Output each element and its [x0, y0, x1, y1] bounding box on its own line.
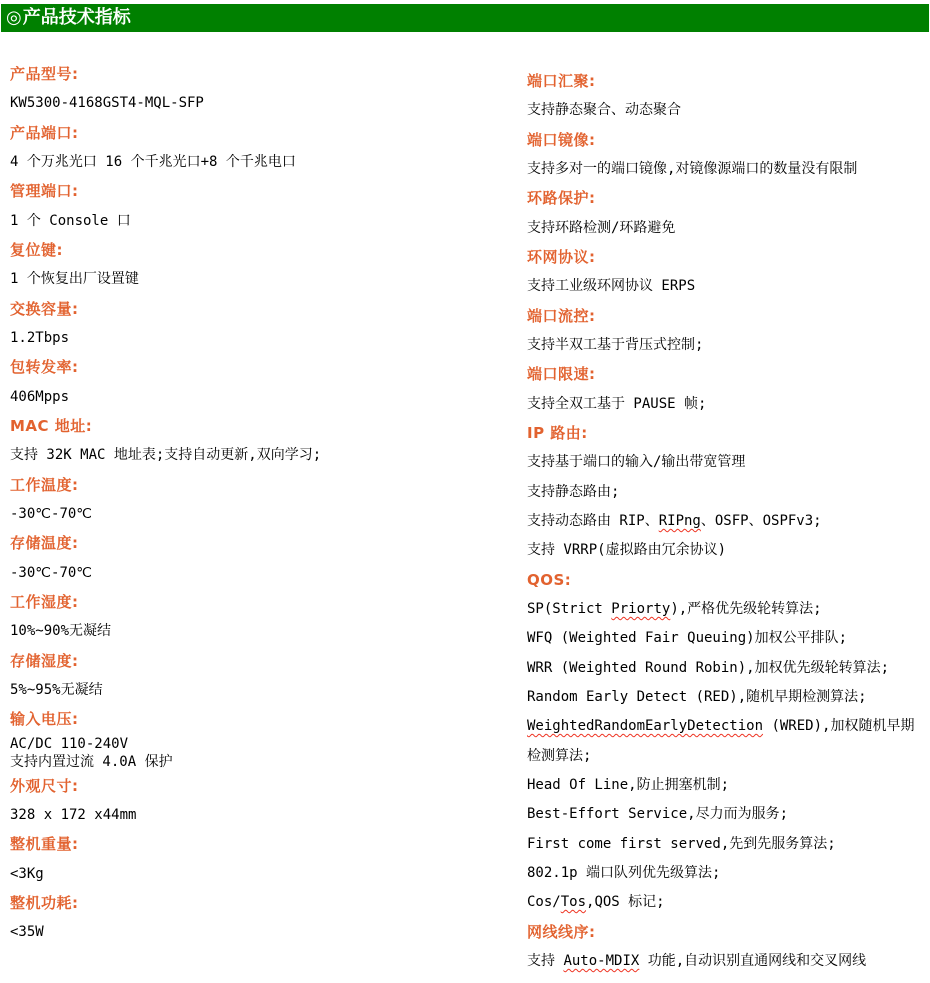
text-segment: 支持 32K MAC 地址表;支持自动更新,双向学习; [10, 447, 322, 464]
text-segment: 支持基于端口的输入/输出带宽管理 [527, 454, 746, 471]
spec-heading [10, 236, 490, 265]
spec-heading [527, 67, 927, 96]
text-segment: 1 个恢复出厂设置键 [10, 271, 139, 288]
spec-value [527, 536, 927, 565]
text-segment: MAC 地址: [10, 416, 93, 435]
bullet-icon: ◎ [6, 7, 22, 28]
text-segment: 产品型号: [10, 65, 79, 83]
spec-heading [527, 566, 927, 595]
spec-heading [10, 353, 490, 382]
spec-value [527, 683, 927, 712]
text-segment: 交换容量: [10, 299, 79, 318]
text-segment: 外观尺寸: [10, 776, 79, 795]
text-segment: 支持 VRRP(虚拟路由冗余协议) [527, 542, 727, 559]
spec-value [527, 830, 927, 859]
text-segment: 输入电压: [10, 710, 79, 729]
text-segment: 5%~95%无凝结 [10, 681, 103, 698]
misspelled-term: Auto-MDIX [563, 952, 640, 969]
spec-heading [527, 360, 927, 389]
spec-value [527, 448, 927, 477]
spec-value [10, 207, 490, 236]
spec-value [527, 888, 927, 917]
spec-value [527, 712, 927, 741]
text-segment: 328 x 172 x44mm [10, 806, 137, 823]
spec-value [527, 595, 927, 624]
spec-heading [10, 177, 490, 206]
text-segment: QOS: [527, 570, 572, 589]
spec-value [10, 918, 490, 947]
text-segment: ,QOS 标记; [586, 894, 665, 911]
text-segment: 4 个万兆光口 16 个千兆光口+8 个千兆电口 [10, 153, 296, 170]
text-segment: 406Mpps [10, 388, 70, 405]
spec-value [527, 478, 927, 507]
text-segment: 功能,自动识别直通网线和交叉网线 [639, 952, 867, 969]
spec-heading [10, 295, 490, 324]
text-segment: IP 路由: [527, 423, 588, 442]
spec-heading [10, 830, 490, 859]
text-segment: 支持半双工基于背压式控制; [527, 336, 704, 353]
spec-heading [10, 889, 490, 918]
text-segment: 产品端口: [10, 123, 79, 142]
text-segment: 复位键: [10, 240, 63, 259]
text-segment: Best-Effort Service,尽力而为服务; [527, 806, 789, 823]
spec-heading [10, 529, 490, 558]
text-segment: 端口限速: [527, 365, 596, 384]
spec-heading [527, 126, 927, 155]
spec-heading [10, 60, 490, 89]
page-title: 产品技术指标 [22, 7, 131, 28]
text-segment: KW5300-4168GST4-MQL-SFP [10, 95, 204, 112]
text-segment: 、OSFP、OSPFv3; [700, 512, 822, 529]
spec-heading [10, 119, 490, 148]
spec-value [10, 860, 490, 889]
text-segment: 1.2Tbps [10, 329, 70, 346]
spec-column-left [10, 60, 490, 948]
text-segment: 管理端口: [10, 182, 79, 201]
text-segment: WRR (Weighted Round Robin),加权优先级轮转算法; [527, 659, 890, 676]
text-segment: 10%~90%无凝结 [10, 623, 112, 640]
text-segment: 整机重量: [10, 835, 79, 854]
text-segment: WFQ (Weighted Fair Queuing)加权公平排队; [527, 630, 848, 647]
text-segment: 包转发率: [10, 358, 79, 377]
text-segment: 环路保护: [527, 189, 596, 208]
spec-column-right [527, 67, 927, 976]
text-segment: 工作温度: [10, 475, 79, 494]
spec-heading [527, 302, 927, 331]
spec-value [527, 771, 927, 800]
text-segment: AC/DC 110-240V [10, 735, 129, 752]
spec-value [527, 654, 927, 683]
text-segment: 支持工业级环网协议 ERPS [527, 278, 696, 295]
text-segment: 工作湿度: [10, 592, 79, 611]
text-segment: 存储温度: [10, 534, 79, 553]
misspelled-term: Priorty [611, 600, 671, 617]
text-segment: <35W [10, 924, 44, 941]
spec-value [10, 89, 490, 118]
spec-value [527, 859, 927, 888]
text-segment: 支持 [527, 952, 564, 969]
spec-heading [527, 243, 927, 272]
misspelled-term: WeightedRandomEarlyDetection [527, 718, 764, 735]
text-segment: <3Kg [10, 865, 44, 882]
spec-value [10, 676, 490, 705]
spec-heading [10, 471, 490, 500]
spec-value [527, 742, 927, 771]
text-segment: 检测算法; [527, 747, 592, 764]
spec-value [10, 753, 490, 772]
spec-heading [527, 918, 927, 947]
text-segment: 支持内置过流 4.0A 保护 [10, 754, 173, 771]
spec-heading [10, 772, 490, 801]
text-segment: Cos/ [527, 894, 561, 911]
spec-heading [10, 412, 490, 441]
text-segment: 支持环路检测/环路避免 [527, 219, 676, 236]
text-segment: 整机功耗: [10, 893, 79, 912]
spec-value [527, 507, 927, 536]
spec-value [527, 624, 927, 653]
misspelled-term: RIPng [658, 512, 701, 529]
text-segment: 支持全双工基于 PAUSE 帧; [527, 395, 707, 412]
text-segment: (WRED),加权随机早期 [763, 718, 915, 735]
text-segment: 支持多对一的端口镜像,对镜像源端口的数量没有限制 [527, 160, 858, 177]
text-segment: 环网协议: [527, 247, 596, 266]
text-segment: 支持动态路由 RIP、 [527, 512, 659, 529]
text-segment: ),严格优先级轮转算法; [670, 600, 822, 617]
spec-heading [527, 184, 927, 213]
spec-value [527, 390, 927, 419]
spec-value [10, 324, 490, 353]
spec-value [527, 272, 927, 301]
text-segment: Random Early Detect (RED),随机早期检测算法; [527, 688, 867, 705]
text-segment: 存储湿度: [10, 651, 79, 670]
spec-value [10, 441, 490, 470]
spec-value [527, 155, 927, 184]
spec-value [527, 331, 927, 360]
spec-value [10, 617, 490, 646]
spec-heading [10, 705, 490, 734]
spec-heading [10, 588, 490, 617]
text-segment: SP(Strict [527, 600, 612, 617]
spec-value [10, 148, 490, 177]
spec-value [10, 559, 490, 588]
text-segment: Head Of Line,防止拥塞机制; [527, 776, 730, 793]
spec-value [527, 214, 927, 243]
spec-value [10, 383, 490, 412]
spec-value [10, 265, 490, 294]
text-segment: -30℃-70℃ [10, 505, 93, 522]
spec-value [10, 500, 490, 529]
spec-value [527, 800, 927, 829]
text-segment: 端口汇聚: [527, 72, 596, 90]
spec-value [527, 96, 927, 125]
text-segment: 802.1p 端口队列优先级算法; [527, 864, 721, 881]
text-segment: 1 个 Console 口 [10, 212, 131, 229]
spec-value [10, 801, 490, 830]
spec-heading [527, 419, 927, 448]
spec-value [10, 735, 490, 754]
section-header-bar [1, 4, 929, 32]
text-segment: -30℃-70℃ [10, 564, 93, 581]
text-segment: 支持静态聚合、动态聚合 [527, 102, 681, 119]
spec-heading [10, 647, 490, 676]
text-segment: First come first served,先到先服务算法; [527, 835, 836, 852]
text-segment: 端口流控: [527, 306, 596, 325]
text-segment: 端口镜像: [527, 130, 596, 149]
text-segment: 支持静态路由; [527, 483, 620, 500]
misspelled-term: Tos [560, 894, 587, 911]
spec-value [527, 947, 927, 976]
text-segment: 网线线序: [527, 922, 596, 941]
